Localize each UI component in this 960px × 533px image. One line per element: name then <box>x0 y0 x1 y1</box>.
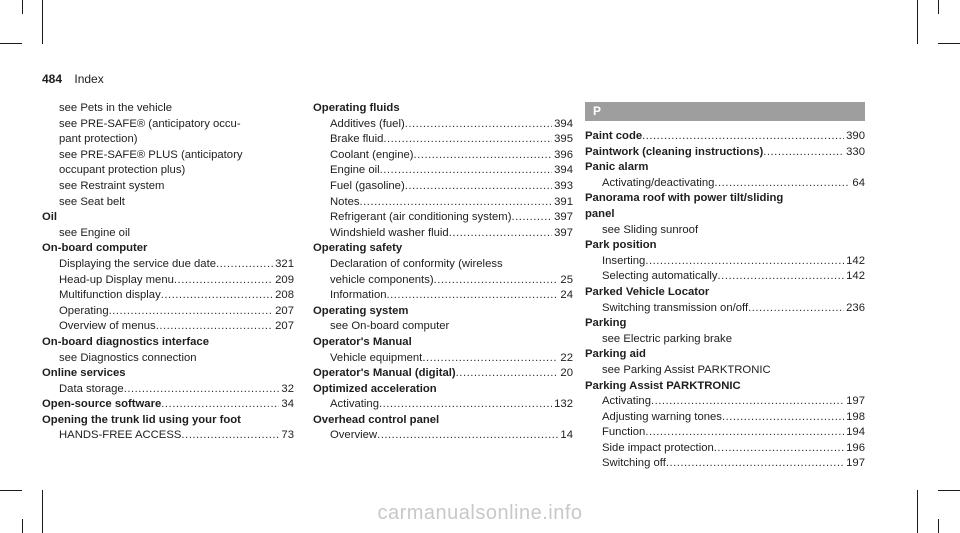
entry-text: Refrigerant (air conditioning system) <box>330 211 512 224</box>
dot-leader <box>124 382 280 398</box>
index-subentry: see Sliding sunroof <box>602 223 699 236</box>
index-entry: panel <box>585 207 615 220</box>
index-subentry[interactable] <box>585 410 865 426</box>
page-number: 484 <box>42 72 63 86</box>
page-reference[interactable]: 236 <box>846 301 865 314</box>
index-subentry[interactable] <box>313 397 573 413</box>
index-subentry[interactable] <box>42 319 294 335</box>
index-subentry: pant protection) <box>59 133 138 146</box>
index-column-2 <box>313 101 573 444</box>
entry-text: vehicle components) <box>330 273 434 286</box>
dot-leader <box>722 410 844 426</box>
crop-mark <box>938 490 960 491</box>
dot-leader <box>651 394 844 410</box>
index-subentry: see Engine oil <box>59 226 130 239</box>
entry-text: Vehicle equipment <box>330 351 423 364</box>
entry-text: Overview of menus <box>59 320 156 333</box>
index-subentry: Declaration of conformity (wireless <box>330 257 503 270</box>
dot-leader <box>714 176 850 192</box>
index-subentry[interactable] <box>42 428 294 444</box>
page-reference[interactable]: 390 <box>846 130 865 142</box>
page-reference[interactable]: 20 <box>560 367 573 380</box>
page-reference[interactable]: 22 <box>560 351 573 364</box>
page-reference[interactable]: 142 <box>846 270 865 283</box>
dot-leader <box>379 397 552 413</box>
dot-leader <box>109 304 274 320</box>
index-entry: Operating system <box>313 304 409 317</box>
dot-leader <box>511 210 552 226</box>
entry-text: Open-source software <box>42 398 162 411</box>
page-reference[interactable]: 330 <box>846 145 865 158</box>
index-subentry: see Restraint system <box>59 179 165 192</box>
section-title: Index <box>74 72 104 86</box>
entry-text: Inserting <box>602 254 646 267</box>
crop-mark <box>42 0 43 44</box>
page-reference[interactable]: 397 <box>554 211 573 224</box>
index-subentry[interactable] <box>313 179 573 195</box>
index-subentry[interactable] <box>42 257 294 273</box>
dot-leader <box>434 273 559 289</box>
index-entry: Opening the trunk lid using your foot <box>42 413 241 426</box>
page-reference[interactable]: 397 <box>554 226 573 239</box>
index-subentry[interactable] <box>42 382 294 398</box>
page-reference[interactable]: 132 <box>554 398 573 411</box>
index-subentry[interactable] <box>42 288 294 304</box>
dot-leader <box>383 132 552 148</box>
page-reference[interactable]: 207 <box>275 304 294 317</box>
entry-text: Activating <box>602 395 651 408</box>
index-subentry: see PRE-SAFE® PLUS (anticipatory <box>59 148 243 161</box>
page-reference[interactable]: 194 <box>846 426 865 439</box>
entry-text: Data storage <box>59 382 124 395</box>
index-entry: Parking aid <box>585 348 646 361</box>
index-entry: Panic alarm <box>585 161 649 174</box>
index-subentry[interactable] <box>585 301 865 317</box>
index-entry: Operating fluids <box>313 102 400 114</box>
index-column-1 <box>42 101 294 444</box>
index-subentry[interactable] <box>585 269 865 285</box>
index-entry: Overhead control panel <box>313 413 440 426</box>
index-subentry[interactable] <box>313 210 573 226</box>
dot-leader <box>181 428 279 444</box>
index-subentry[interactable] <box>313 226 573 242</box>
entry-text: Activating <box>330 398 379 411</box>
index-subentry: see On-board computer <box>330 320 450 333</box>
entry-text: Operator's Manual (digital) <box>313 367 456 380</box>
page-reference[interactable]: 64 <box>852 176 865 189</box>
dot-leader <box>666 456 844 472</box>
index-subentry[interactable] <box>42 304 294 320</box>
entry-text: Adjusting warning tones <box>602 410 722 423</box>
index-subentry[interactable] <box>585 394 865 410</box>
page-reference[interactable]: 394 <box>554 164 573 177</box>
dot-leader <box>422 351 558 367</box>
index-subentry[interactable] <box>313 195 573 211</box>
dot-leader <box>216 257 273 273</box>
entry-text: Switching transmission on/off <box>602 301 749 314</box>
page-reference[interactable]: 196 <box>846 441 865 454</box>
letter-heading: P <box>585 102 865 121</box>
index-subentry: see Parking Assist PARKTRONIC <box>602 363 771 376</box>
index-entry: Park position <box>585 239 657 252</box>
entry-text: Fuel (gasoline) <box>330 179 405 192</box>
entry-text: Paint code <box>585 130 643 142</box>
dot-leader <box>718 269 845 285</box>
index-entry: Parking <box>585 317 627 330</box>
entry-text: Engine oil <box>330 164 380 177</box>
index-subentry: see Seat belt <box>59 195 125 208</box>
dot-leader <box>360 195 553 211</box>
index-subentry: see Pets in the vehicle <box>59 102 173 114</box>
entry-text: Side impact protection <box>602 441 714 454</box>
index-subentry[interactable] <box>313 148 573 164</box>
index-subentry[interactable] <box>313 273 573 289</box>
entry-text: Additives (fuel) <box>330 117 405 130</box>
entry-text: Information <box>330 289 387 302</box>
index-subentry: see PRE-SAFE® (anticipatory occu- <box>59 117 241 130</box>
page-reference[interactable]: 32 <box>281 382 294 395</box>
page-reference[interactable]: 73 <box>281 429 294 442</box>
entry-text: Function <box>602 426 646 439</box>
dot-leader <box>748 301 844 317</box>
index-subentry[interactable] <box>42 273 294 289</box>
crop-mark <box>0 43 22 44</box>
index-subentry[interactable] <box>585 441 865 457</box>
crop-mark <box>938 0 939 14</box>
index-subentry[interactable] <box>313 163 573 179</box>
dot-leader <box>449 226 552 242</box>
page-reference[interactable]: 197 <box>846 395 865 408</box>
index-entry[interactable] <box>585 129 865 145</box>
index-entry[interactable] <box>42 397 294 413</box>
page-header <box>42 72 104 86</box>
index-entry: Parking Assist PARKTRONIC <box>585 379 741 392</box>
index-list-p <box>585 129 865 472</box>
index-subentry[interactable] <box>585 456 865 472</box>
page-reference[interactable]: 207 <box>275 320 294 333</box>
dot-leader <box>714 441 844 457</box>
dot-leader <box>405 179 552 195</box>
dot-leader <box>161 397 279 413</box>
index-subentry: occupant protection plus) <box>59 164 186 177</box>
page-reference[interactable]: 142 <box>846 254 865 267</box>
entry-text: Activating/deactivating <box>602 176 715 189</box>
dot-leader <box>456 366 559 382</box>
dot-leader <box>414 148 553 164</box>
entry-text: Paintwork (cleaning instructions) <box>585 145 764 158</box>
dot-leader <box>405 117 552 133</box>
page-reference[interactable]: 198 <box>846 410 865 423</box>
page-reference[interactable]: 396 <box>554 148 573 161</box>
index-entry: Operating safety <box>313 242 403 255</box>
page-reference[interactable]: 34 <box>281 398 294 411</box>
index-entry: Operator's Manual <box>313 335 412 348</box>
page-reference[interactable]: 197 <box>846 457 865 470</box>
entry-text: Multifunction display <box>59 289 161 302</box>
dot-leader <box>380 163 553 179</box>
dot-leader <box>387 288 559 304</box>
entry-text: Notes <box>330 195 360 208</box>
entry-text: Displaying the service due date <box>59 257 216 270</box>
page-reference[interactable]: 208 <box>275 289 294 302</box>
index-subentry[interactable] <box>585 425 865 441</box>
index-entry: Parked Vehicle Locator <box>585 285 710 298</box>
entry-text: Windshield washer fluid <box>330 226 449 239</box>
page-reference[interactable]: 25 <box>560 273 573 286</box>
index-subentry[interactable] <box>313 428 573 444</box>
page-reference[interactable]: 391 <box>554 195 573 208</box>
dot-leader <box>645 425 844 441</box>
entry-text: Brake fluid <box>330 133 384 146</box>
page-reference[interactable]: 393 <box>554 179 573 192</box>
page-reference[interactable]: 209 <box>275 273 294 286</box>
index-entry: Online services <box>42 367 126 380</box>
index-entry: On-board computer <box>42 242 148 255</box>
index-column-3 <box>585 102 865 472</box>
page-reference[interactable]: 14 <box>560 429 573 442</box>
entry-text: Operating <box>59 304 109 317</box>
entry-text: HANDS-FREE ACCESS <box>59 429 182 442</box>
entry-text: Head-up Display menu <box>59 273 174 286</box>
watermark: carmanualsonline.info <box>377 502 583 524</box>
dot-leader <box>174 273 273 289</box>
page-reference[interactable]: 24 <box>560 289 573 302</box>
index-entry: Optimized acceleration <box>313 382 437 395</box>
index-subentry[interactable] <box>313 288 573 304</box>
dot-leader <box>161 288 273 304</box>
dot-leader <box>763 145 844 161</box>
index-subentry: see Electric parking brake <box>602 332 732 345</box>
index-entry[interactable] <box>313 366 573 382</box>
index-subentry[interactable] <box>585 254 865 270</box>
crop-mark <box>917 0 918 44</box>
crop-mark <box>938 43 960 44</box>
index-subentry[interactable] <box>585 176 865 192</box>
dot-leader <box>645 254 844 270</box>
dot-leader <box>377 428 558 444</box>
page-reference[interactable]: 394 <box>554 117 573 130</box>
index-entry: On-board diagnostics interface <box>42 335 209 348</box>
entry-text: Coolant (engine) <box>330 148 414 161</box>
index-subentry[interactable] <box>313 351 573 367</box>
index-entry: Oil <box>42 211 58 224</box>
dot-leader <box>642 129 844 145</box>
entry-text: Switching off <box>602 457 666 470</box>
index-entry[interactable] <box>585 145 865 161</box>
page-reference[interactable]: 321 <box>275 257 294 270</box>
index-subentry[interactable] <box>313 117 573 133</box>
dot-leader <box>156 319 273 335</box>
index-subentry[interactable] <box>313 132 573 148</box>
crop-mark <box>22 0 23 14</box>
entry-text: Overview <box>330 429 378 442</box>
index-subentry: see Diagnostics connection <box>59 351 197 364</box>
crop-mark <box>0 490 22 491</box>
index-entry: Panorama roof with power tilt/sliding <box>585 192 784 205</box>
entry-text: Selecting automatically <box>602 270 718 283</box>
page-reference[interactable]: 395 <box>554 133 573 146</box>
